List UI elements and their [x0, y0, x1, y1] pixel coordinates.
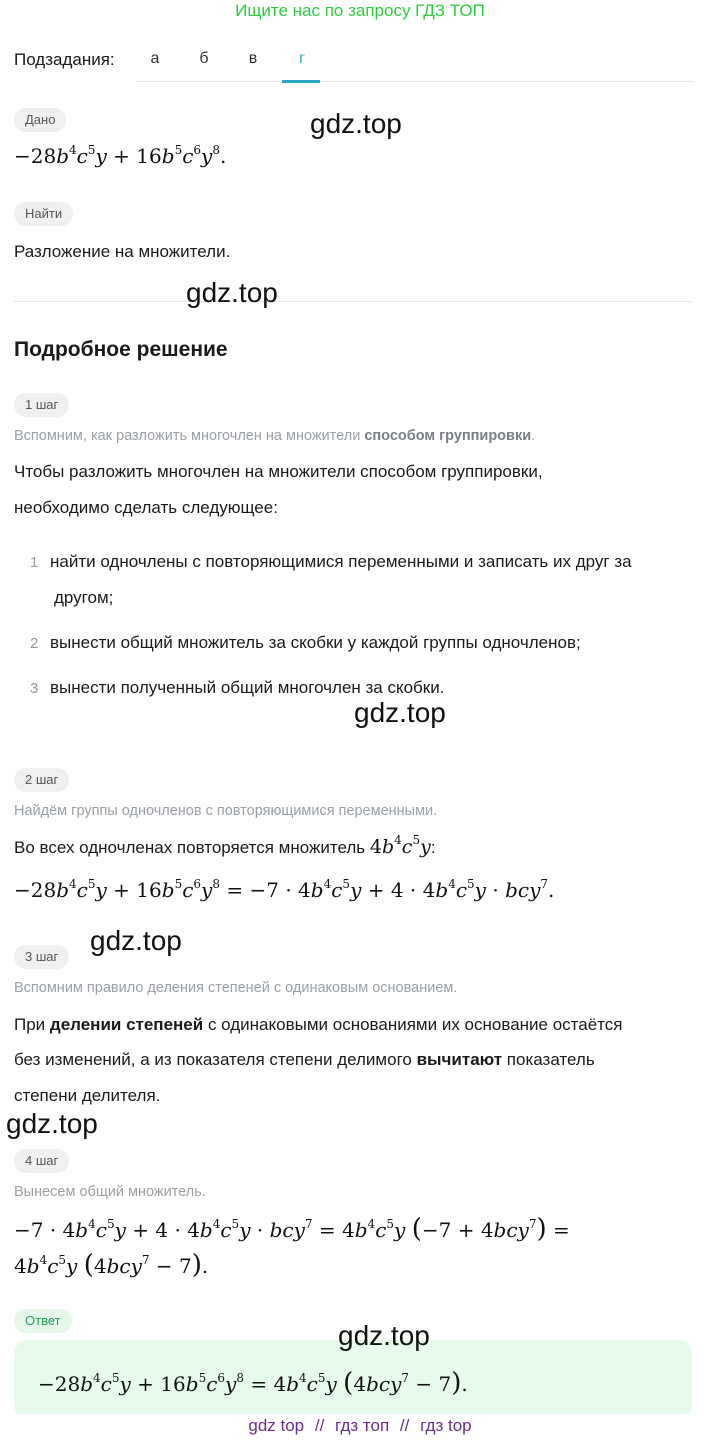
watermark: gdz.top	[6, 1108, 98, 1139]
tabs-divider	[136, 81, 694, 82]
step-4-pill: 4 шаг	[14, 1149, 69, 1173]
step-2-equation: $-28b^4c^5y + 16b^5c^6y^8 = -7 \cdot 4b^4c^5y + 4 \cdot 4b^4c^5y \cdot bcy^7$.	[14, 877, 555, 902]
step-1-hint: Вспомним, как разложить многочлен на множители способом группировки.	[14, 428, 536, 444]
given-pill: Дано	[14, 108, 66, 132]
list-item-3: вынести полученный общий многочлен за скобки.	[50, 678, 445, 697]
watermark: gdz.top	[338, 1320, 430, 1351]
footer-separator: //	[399, 1416, 410, 1435]
footer-links	[0, 1414, 720, 1440]
step-3-line-3: степени делителя.	[14, 1086, 161, 1105]
list-item-2: вынести общий множитель за скобки у каждой группы одночленов;	[50, 633, 581, 652]
tab-b[interactable]: б	[199, 50, 209, 67]
find-pill: Найти	[14, 202, 73, 226]
watermark: gdz.top	[354, 697, 446, 728]
step-4-equation-line-2: $4b^4c^5y$ (4bcy$^7$ − 7).	[14, 1250, 209, 1280]
footer-separator: //	[314, 1416, 325, 1435]
find-text: Разложение на множители.	[14, 242, 231, 261]
tab-g[interactable]: г	[299, 50, 305, 67]
list-item-1-line-2: другом;	[54, 588, 114, 607]
section-divider	[14, 301, 692, 302]
step-3-line-2: без изменений, а из показателя степени делимого вычитают показатель	[14, 1050, 595, 1069]
answer-pill: Ответ	[14, 1309, 72, 1333]
step-2-pill: 2 шаг	[14, 768, 69, 792]
step-3-line-1: При делении степеней с одинаковыми основаниями их основание остаётся	[14, 1015, 623, 1034]
step-2-hint: Найдём группы одночленов с повторяющимися переменными.	[14, 803, 438, 819]
watermark: gdz.top	[90, 925, 182, 956]
search-banner: Ищите нас по запросу ГДЗ ТОП	[235, 1, 485, 20]
step-3-hint: Вспомним правило деления степеней с одинаковым основанием.	[14, 980, 458, 996]
list-number-1: 1	[30, 554, 39, 571]
step-1-pill: 1 шаг	[14, 393, 69, 417]
solution-heading: Подробное решение	[14, 338, 228, 361]
footer-link-gdz-top[interactable]: gdz top	[248, 1416, 305, 1435]
step-4-equation-line-1: $-7 \cdot 4b^4c^5y + 4 \cdot 4b^4c^5y \cdot bcy^7 = 4b^4c^5y$ (−7 + 4bcy$^7$) =	[14, 1214, 570, 1244]
step-3-pill: 3 шаг	[14, 945, 69, 969]
footer-link-gdz-top-ru[interactable]: гдз топ	[335, 1416, 390, 1435]
step-1-line-1: Чтобы разложить многочлен на множители способом группировки,	[14, 462, 543, 481]
tab-a[interactable]: а	[150, 50, 160, 67]
list-number-2: 2	[30, 635, 39, 652]
active-tab-indicator	[282, 80, 320, 83]
watermark: gdz.top	[186, 277, 278, 308]
subtasks-tabs	[14, 44, 694, 82]
list-number-3: 3	[30, 680, 39, 697]
step-4-hint: Вынесем общий множитель.	[14, 1184, 206, 1200]
subtasks-label: Подзадания:	[14, 50, 115, 69]
footer-link-gdz-top-mixed[interactable]: гдз top	[420, 1416, 472, 1435]
answer-equation: $-28b^4c^5y + 16b^5c^6y^8 = 4b^4c^5y$ (4bcy$^7$ − 7).	[38, 1368, 468, 1398]
watermark: gdz.top	[310, 108, 402, 139]
step-2-text: Во всех одночленах повторяется множитель $4b^4c^5y$:	[14, 833, 436, 858]
tab-v[interactable]: в	[248, 50, 258, 67]
step-1-line-2: необходимо сделать следующее:	[14, 498, 278, 517]
given-expression: $-28b^4c^5y + 16b^5c^6y^8$.	[14, 143, 227, 168]
list-item-1-line-1: найти одночлены с повторяющимися переменными и записать их друг за	[50, 552, 632, 571]
